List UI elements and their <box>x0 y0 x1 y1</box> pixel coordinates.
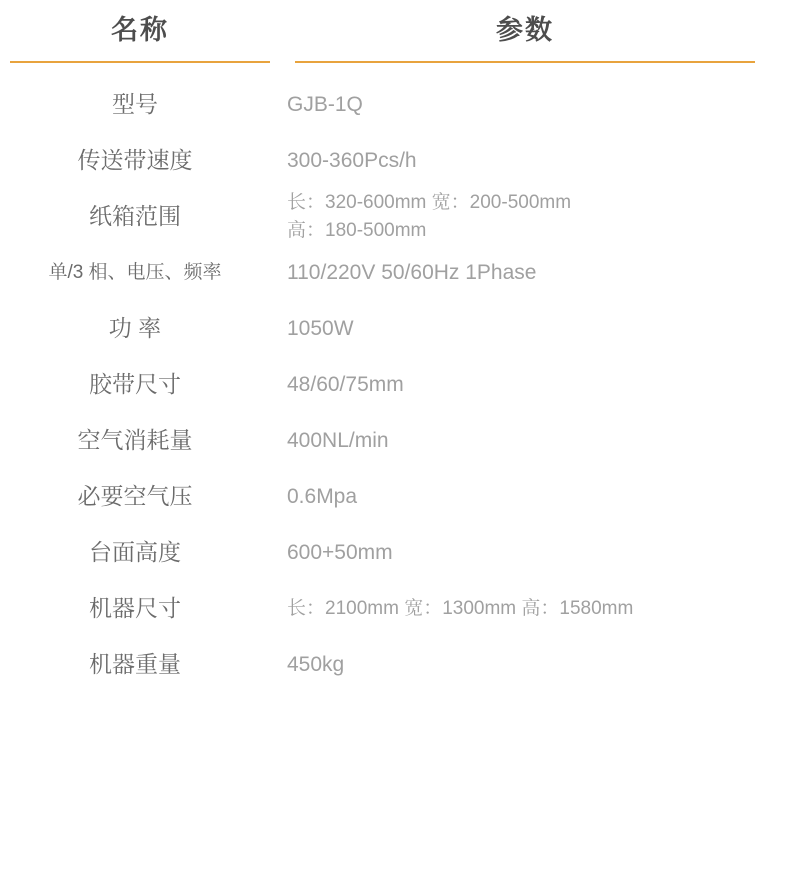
row-value-line: 48/60/75mm <box>287 372 404 396</box>
column-header-name: 名称 <box>10 8 270 63</box>
table-row <box>0 357 800 413</box>
row-label: 功 率 <box>108 315 162 342</box>
table-row <box>0 413 800 469</box>
row-value-line: 0.6Mpa <box>287 484 358 508</box>
table-row <box>0 581 800 637</box>
row-label: 传送带速度 <box>77 147 193 174</box>
table-header-row <box>0 0 800 63</box>
row-value <box>270 90 800 120</box>
row-value-line: 450kg <box>287 652 345 676</box>
table-row <box>0 301 800 357</box>
row-value <box>270 482 800 512</box>
row-label: 空气消耗量 <box>77 427 193 454</box>
row-value-line: 400NL/min <box>287 428 389 452</box>
row-label: 胶带尺寸 <box>89 371 181 398</box>
row-value <box>270 426 800 456</box>
row-value <box>270 314 800 344</box>
row-value-line: 110/220V 50/60Hz 1Phase <box>287 260 537 284</box>
row-value <box>270 146 800 176</box>
table-row <box>0 77 800 133</box>
row-value <box>270 595 800 623</box>
row-value-line: 长：2100mm 宽：1300mm 高：1580mm <box>287 598 634 620</box>
row-value <box>270 650 800 680</box>
row-label: 机器尺寸 <box>89 595 181 622</box>
table-row <box>0 189 800 245</box>
row-label: 机器重量 <box>89 651 181 678</box>
table-row <box>0 525 800 581</box>
table-row <box>0 637 800 693</box>
column-header-parameter: 参数 <box>295 8 755 63</box>
row-value-line: 1050W <box>287 316 354 340</box>
row-value <box>270 538 800 568</box>
table-row <box>0 469 800 525</box>
row-value-line: 高：180-500mm <box>287 220 427 241</box>
row-label: 纸箱范围 <box>89 203 181 230</box>
row-label: 单/3 相、电压、频率 <box>48 261 222 283</box>
row-value-line: GJB-1Q <box>287 92 363 116</box>
row-value <box>270 370 800 400</box>
row-value-line: 长：320-600mm 宽：200-500mm <box>287 192 572 214</box>
row-value <box>270 258 800 288</box>
table-row <box>0 245 800 301</box>
row-value-line: 300-360Pcs/h <box>287 148 417 172</box>
row-value-line: 600+50mm <box>287 540 393 564</box>
table-row <box>0 133 800 189</box>
row-label: 型号 <box>112 91 158 118</box>
row-value <box>270 189 800 244</box>
table-body <box>0 63 800 693</box>
row-label: 台面高度 <box>89 539 181 566</box>
row-label: 必要空气压 <box>77 483 193 510</box>
